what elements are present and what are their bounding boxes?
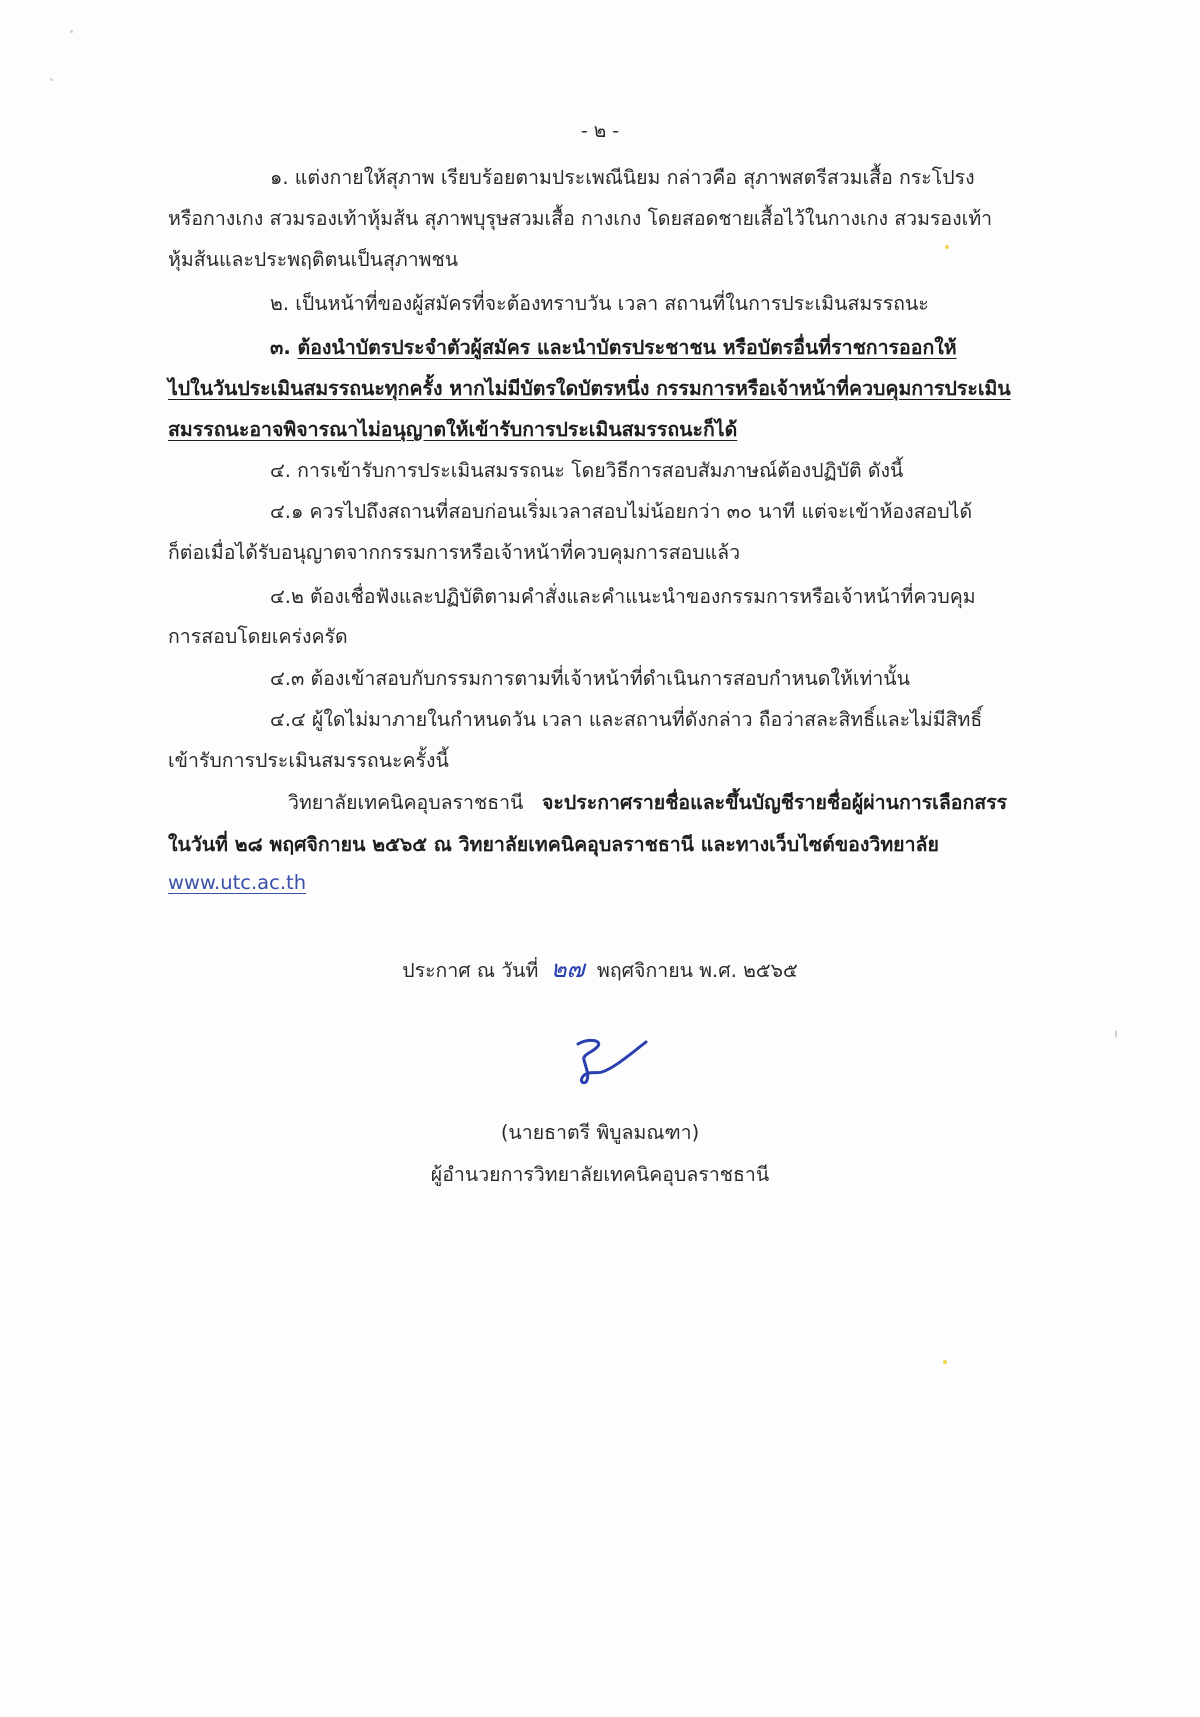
item-4-4-line-2: เข้ารับการประเมินสมรรถนะครั้งนี้ [168, 749, 449, 772]
item-3-line-1 [270, 333, 957, 363]
scan-speck [945, 245, 949, 249]
signature-image [568, 1030, 658, 1090]
item-1-line-3: หุ้มส้นและประพฤติตนเป็นสุภาพชน [168, 248, 459, 271]
announcement-line-1 [288, 788, 1007, 818]
item-4-4-line-1: ๔.๔ ผู้ใดไม่มาภายในกำหนดวัน เวลา และสถานที่ดังกล่าว ถือว่าสละสิทธิ์และไม่มีสิทธิ์ [270, 708, 983, 731]
item-4-2-line-1: ๔.๒ ต้องเชื่อฟังและปฏิบัติตามคำสั่งและคำแนะนำของกรรมการหรือเจ้าหน้าที่ควบคุม [270, 585, 976, 608]
page-number: - ๒ - [580, 120, 620, 142]
dateline-day-handwritten: ๒๗ [550, 955, 585, 983]
item-2-line-1: ๒. เป็นหน้าที่ของผู้สมัครที่จะต้องทราบวัน เวลา สถานที่ในการประเมินสมรรถนะ [270, 292, 929, 315]
signatory-name: (นายธาตรี พิบูลมณฑา) [500, 1121, 700, 1144]
item-3-line-2: ไปในวันประเมินสมรรถนะทุกครั้ง หากไม่มีบัตรใดบัตรหนึ่ง กรรมการหรือเจ้าหน้าที่ควบคุมการประเมิน [168, 377, 1011, 400]
announcement-line-3 [168, 868, 306, 898]
announcement-college-name: วิทยาลัยเทคนิคอุบลราชธานี [288, 791, 524, 814]
scan-speck [70, 30, 73, 33]
website-link[interactable]: www.utc.ac.th [168, 871, 307, 894]
item-4-3-line-1: ๔.๓ ต้องเข้าสอบกับกรรมการตามที่เจ้าหน้าที่ดำเนินการสอบกำหนดให้เท่านั้น [270, 667, 910, 690]
item-1-line-2: หรือกางเกง สวมรองเท้าหุ้มส้น สุภาพบุรุษสวมเสื้อ กางเกง โดยสอดชายเสื้อไว้ในกางเกง สวมรองเท้า [168, 207, 993, 230]
item-4-2-line-2: การสอบโดยเคร่งครัด [168, 625, 348, 648]
item-1-line-1: ๑. แต่งกายให้สุภาพ เรียบร้อยตามประเพณีนิยม กล่าวคือ สุภาพสตรีสวมเสื้อ กระโปรง [270, 166, 975, 189]
scan-speck [943, 1360, 947, 1364]
item-3-number: ๓. [270, 336, 291, 359]
dateline [0, 954, 1200, 986]
scan-speck [1115, 1030, 1117, 1038]
item-4-1-line-2: ก็ต่อเมื่อได้รับอนุญาตจากกรรมการหรือเจ้าหน้าที่ควบคุมการสอบแล้ว [168, 541, 741, 564]
scan-speck [50, 78, 53, 81]
dateline-suffix: พฤศจิกายน พ.ศ. ๒๕๖๕ [597, 959, 798, 982]
item-4-1-line-1: ๔.๑ ควรไปถึงสถานที่สอบก่อนเริ่มเวลาสอบไม่น้อยกว่า ๓๐ นาที แต่จะเข้าห้องสอบได้ [270, 500, 973, 523]
item-3-text: ต้องนำบัตรประจำตัวผู้สมัคร และนำบัตรประชาชน หรือบัตรอื่นที่ราชการออกให้ [297, 336, 957, 359]
announcement-bold-text: จะประกาศรายชื่อและขึ้นบัญชีรายชื่อผู้ผ่านการเลือกสรร [541, 791, 1008, 814]
item-4-line-1: ๔. การเข้ารับการประเมินสมรรถนะ โดยวิธีการสอบสัมภาษณ์ต้องปฏิบัติ ดังนี้ [270, 459, 904, 482]
dateline-prefix: ประกาศ ณ วันที่ [402, 959, 539, 982]
signatory-position: ผู้อำนวยการวิทยาลัยเทคนิคอุบลราชธานี [430, 1163, 770, 1186]
announcement-line-2: ในวันที่ ๒๘ พฤศจิกายน ๒๕๖๕ ณ วิทยาลัยเทคนิคอุบลราชธานี และทางเว็บไซต์ของวิทยาลัย [168, 833, 939, 856]
item-3-line-3: สมรรถนะอาจพิจารณาไม่อนุญาตให้เข้ารับการประเมินสมรรถนะก็ได้ [168, 418, 738, 441]
